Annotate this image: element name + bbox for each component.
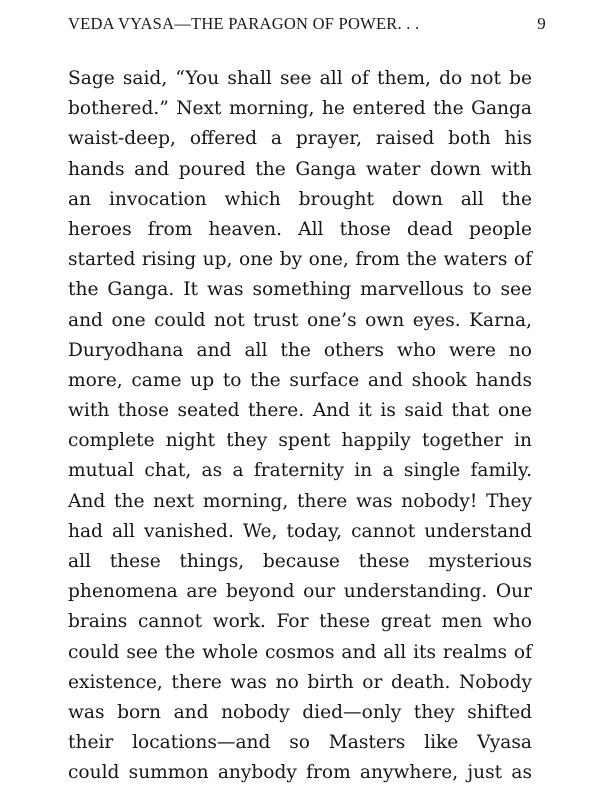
text-line: more, came up to the surface and shook hands (68, 369, 532, 391)
running-title: VEDA VYASA—THE PARAGON OF POWER. . . (68, 14, 420, 33)
running-header (68, 14, 546, 44)
text-line: mutual chat, as a fraternity in a single family. (68, 460, 532, 482)
text-line: could summon anybody from anywhere, just as (68, 762, 532, 784)
body-text (68, 64, 532, 789)
text-line: Sage said, “You shall see all of them, do not be (68, 68, 532, 89)
text-line: And the next morning, there was nobody! They (68, 490, 532, 512)
text-line: hands and poured the Ganga water down with (68, 158, 532, 180)
text-line: all these things, because these mysterious (68, 551, 532, 572)
text-line: started rising up, one by one, from the waters of (68, 249, 532, 271)
text-line: heroes from heaven. All those dead people (68, 218, 532, 240)
text-line: had all vanished. We, today, cannot understand (68, 520, 532, 542)
text-line: and one could not trust one’s own eyes. Karna, (68, 309, 532, 331)
text-line: an invocation which brought down all the (68, 188, 532, 210)
text-line: could see the whole cosmos and all its realms of (68, 641, 532, 663)
text-line: with those seated there. And it is said that one (68, 400, 532, 422)
text-line: their locations—and so Masters like Vyasa (68, 732, 532, 754)
text-line: existence, there was no birth or death. Nobody (68, 671, 532, 693)
text-line: the Ganga. It was something marvellous to see (68, 279, 532, 301)
text-line: complete night they spent happily together in (68, 430, 532, 452)
text-line: phenomena are beyond our understanding. Our (68, 581, 532, 603)
text-line: waist-deep, offered a prayer, raised both his (68, 128, 532, 150)
text-line: brains cannot work. For these great men who (68, 611, 532, 633)
text-line: Duryodhana and all the others who were no (68, 339, 532, 361)
text-line: was born and nobody died—only they shifted (68, 701, 532, 723)
page-number: 9 (537, 14, 546, 33)
text-line: bothered.” Next morning, he entered the Ganga (68, 98, 532, 120)
